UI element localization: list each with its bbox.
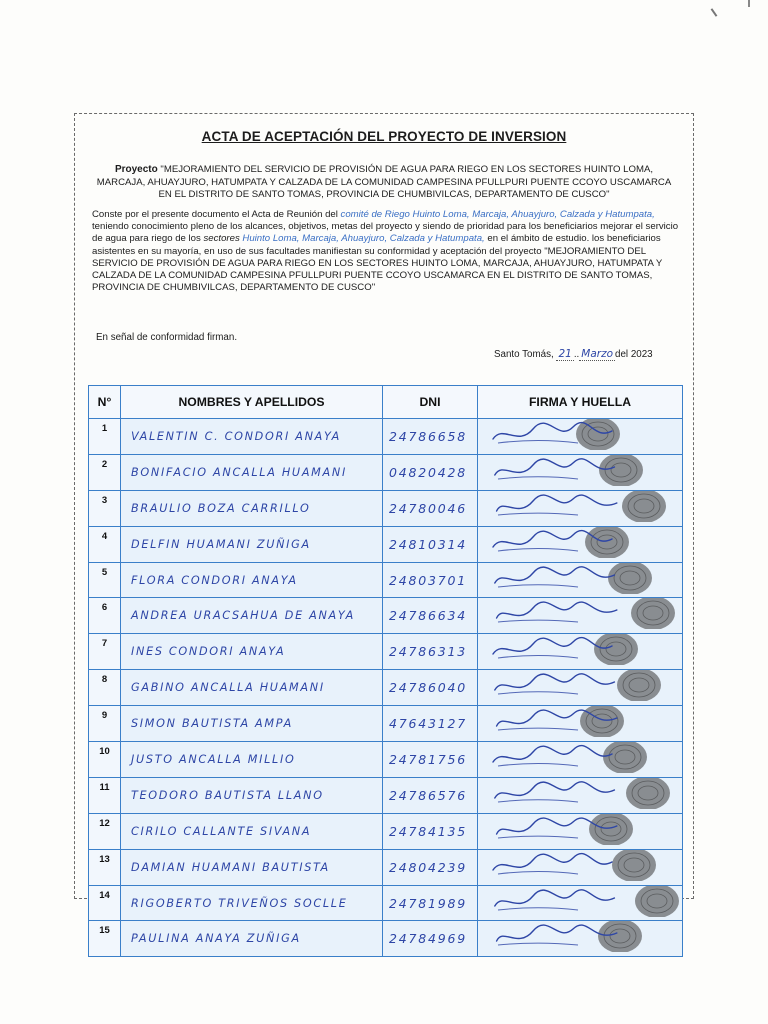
dni-number: 24780046 — [383, 490, 478, 526]
row-number: 5 — [89, 562, 121, 598]
fingerprint-mark — [599, 455, 643, 486]
fingerprint-mark — [576, 419, 620, 450]
signature-scribble — [495, 889, 615, 905]
row-number: 8 — [89, 670, 121, 706]
fingerprint-mark — [622, 491, 666, 522]
date-line: Santo Tomás, 21 .. Marzo del 2023 — [494, 348, 653, 360]
full-name: PAULINA ANAYA ZUÑIGA — [121, 921, 383, 957]
table-row — [89, 670, 683, 706]
table-row — [89, 598, 683, 634]
dni-number: 04820428 — [383, 454, 478, 490]
table-row — [89, 921, 683, 957]
row-number: 15 — [89, 921, 121, 957]
signature-scribble — [493, 853, 612, 869]
signature-fingerprint-graphic — [478, 419, 683, 450]
signature-cell — [478, 742, 683, 778]
table-row — [89, 742, 683, 778]
signature-cell — [478, 598, 683, 634]
signature-cell — [478, 670, 683, 706]
full-name: FLORA CONDORI ANAYA — [121, 562, 383, 598]
signature-cell — [478, 777, 683, 813]
signature-fingerprint-graphic — [478, 850, 683, 881]
signature-scribble — [493, 746, 612, 762]
fingerprint-mark — [608, 563, 652, 594]
sectors-list: Huinto Loma, Marcaja, Ahuayjuro, Calzada y Hatumpata, — [239, 233, 485, 245]
header-dni: DNI — [383, 386, 478, 419]
dni-number: 24810314 — [383, 526, 478, 562]
table-row — [89, 813, 683, 849]
full-name: DAMIAN HUAMANI BAUTISTA — [121, 849, 383, 885]
fingerprint-mark — [594, 634, 638, 665]
full-name: DELFIN HUAMANI ZUÑIGA — [121, 526, 383, 562]
fingerprint-mark — [612, 850, 656, 881]
project-text: "MEJORAMIENTO DEL SERVICIO DE PROVISIÓN DE AGUA PARA RIEGO EN LOS SECTORES HUINTO LOMA, MARCAJA, AHUAYJURO, HATUMPATA Y CALZADA DE LA COMUNIDAD CAMPESINA PFULLPURI PUENTE CCOYO USCAMARCA EN EL DISTRITO DE SANTO TOMAS, PROVINCIA DE CHUMBIVILCAS, DEPARTAMENTO DE CUSCO" — [96, 164, 672, 200]
full-name: SIMON BAUTISTA AMPA — [121, 706, 383, 742]
signature-scribble — [493, 638, 612, 654]
dni-number: 24786658 — [383, 419, 478, 455]
fingerprint-mark — [603, 742, 647, 773]
fingerprint-mark — [585, 527, 629, 558]
signature-scribble — [497, 495, 617, 511]
row-number: 3 — [89, 490, 121, 526]
full-name: VALENTIN C. CONDORI ANAYA — [121, 419, 383, 455]
signature-fingerprint-graphic — [478, 634, 683, 665]
dni-number: 24804239 — [383, 849, 478, 885]
dni-number: 24786313 — [383, 634, 478, 670]
fingerprint-mark — [617, 670, 661, 701]
signature-cell — [478, 454, 683, 490]
row-number: 1 — [89, 419, 121, 455]
full-name: RIGOBERTO TRIVEÑOS SOCLLE — [121, 885, 383, 921]
signature-fingerprint-graphic — [478, 598, 683, 629]
table-row — [89, 454, 683, 490]
dni-number: 24781989 — [383, 885, 478, 921]
signature-fingerprint-graphic — [478, 527, 683, 558]
full-name: BRAULIO BOZA CARRILLO — [121, 490, 383, 526]
dni-number: 24803701 — [383, 562, 478, 598]
date-year: del 2023 — [615, 349, 653, 360]
signature-cell — [478, 490, 683, 526]
signature-fingerprint-graphic — [478, 778, 683, 809]
full-name: INES CONDORI ANAYA — [121, 634, 383, 670]
date-month: Marzo — [581, 348, 614, 360]
signature-scribble — [495, 459, 615, 475]
fingerprint-mark — [580, 706, 624, 737]
table-row — [89, 885, 683, 921]
signature-scribble — [497, 602, 617, 618]
fingerprint-mark — [598, 921, 642, 952]
dni-number: 24781756 — [383, 742, 478, 778]
conformity-statement: En señal de conformidad firman. — [96, 332, 238, 343]
full-name: JUSTO ANCALLA MILLIO — [121, 742, 383, 778]
signature-cell — [478, 885, 683, 921]
dni-number: 24786634 — [383, 598, 478, 634]
signature-scribble — [495, 674, 615, 690]
dni-number: 24784135 — [383, 813, 478, 849]
row-number: 9 — [89, 706, 121, 742]
header-names: NOMBRES Y APELLIDOS — [121, 386, 383, 419]
document-title: ACTA DE ACEPTACIÓN DEL PROYECTO DE INVERSION — [201, 129, 567, 144]
full-name: GABINO ANCALLA HUAMANI — [121, 670, 383, 706]
signature-fingerprint-graphic — [478, 706, 683, 737]
project-label: Proyecto — [114, 164, 158, 175]
body-text-2: teniendo conocimiento pleno de los alcances, objetivos, metas del proyecto y siendo de prioridad para los beneficiarios mejorar el servicio de agua para riego de los — [92, 221, 679, 245]
table-row — [89, 777, 683, 813]
scan-speck — [711, 8, 718, 17]
signature-cell — [478, 849, 683, 885]
signature-fingerprint-graphic — [478, 921, 683, 952]
dni-number: 24786040 — [383, 670, 478, 706]
project-paragraph — [92, 164, 676, 202]
signature-cell — [478, 813, 683, 849]
body-paragraph — [92, 209, 680, 294]
table-row — [89, 562, 683, 598]
signature-cell — [478, 419, 683, 455]
row-number: 13 — [89, 849, 121, 885]
row-number: 12 — [89, 813, 121, 849]
table-row — [89, 526, 683, 562]
full-name: BONIFACIO ANCALLA HUAMANI — [121, 454, 383, 490]
row-number: 2 — [89, 454, 121, 490]
table-row — [89, 634, 683, 670]
row-number: 10 — [89, 742, 121, 778]
date-day: 21 — [558, 348, 572, 360]
signature-fingerprint-graphic — [478, 455, 683, 486]
sectores-word: sectores — [203, 233, 240, 245]
signature-fingerprint-graphic — [478, 886, 683, 917]
dni-number: 24786576 — [383, 777, 478, 813]
table-row — [89, 490, 683, 526]
signature-cell — [478, 706, 683, 742]
fingerprint-mark — [589, 814, 633, 845]
dni-number: 24784969 — [383, 921, 478, 957]
table-row — [89, 706, 683, 742]
full-name: CIRILO CALLANTE SIVANA — [121, 813, 383, 849]
attendance-table — [88, 385, 683, 957]
header-signature: FIRMA Y HUELLA — [478, 386, 683, 419]
fingerprint-mark — [631, 598, 675, 629]
fingerprint-mark — [626, 778, 670, 809]
row-number: 6 — [89, 598, 121, 634]
place-label: Santo Tomás, — [494, 349, 557, 360]
signature-fingerprint-graphic — [478, 491, 683, 522]
full-name: ANDREA URACSAHUA DE ANAYA — [121, 598, 383, 634]
body-text-1: Conste por el presente documento el Acta de Reunión del — [92, 209, 341, 220]
full-name: TEODORO BAUTISTA LLANO — [121, 777, 383, 813]
fingerprint-mark — [635, 886, 679, 917]
signature-scribble — [495, 566, 615, 582]
table-row — [89, 419, 683, 455]
signature-cell — [478, 634, 683, 670]
row-number: 7 — [89, 634, 121, 670]
row-number: 4 — [89, 526, 121, 562]
header-number: N° — [89, 386, 121, 419]
signature-fingerprint-graphic — [478, 742, 683, 773]
dni-number: 47643127 — [383, 706, 478, 742]
signature-fingerprint-graphic — [478, 563, 683, 594]
table-header-row — [89, 386, 683, 419]
scan-speck — [748, 0, 750, 7]
signature-cell — [478, 526, 683, 562]
row-number: 11 — [89, 777, 121, 813]
table-row — [89, 849, 683, 885]
row-number: 14 — [89, 885, 121, 921]
signature-fingerprint-graphic — [478, 670, 683, 701]
signature-fingerprint-graphic — [478, 814, 683, 845]
signature-cell — [478, 562, 683, 598]
committee-name: comité de Riego Huinto Loma, Marcaja, Ahuayjuro, Calzada y Hatumpata, — [340, 209, 655, 220]
signature-cell — [478, 921, 683, 957]
body-text-3: en el ámbito de estudio. los beneficiarios asistentes en su mayoría, en uso de sus facultades manifiestan su conformidad y aceptación del proyecto "MEJORAMIENTO DEL SERVICIO DE PROVISIÓN DE AGUA PARA RIEGO EN LOS SECTORES HUINTO LOMA, MARCAJA, AHUAYJURO, HATUMPATA Y CALZADA DE LA COMUNIDAD CAMPESINA PFULLPURI PUENTE CCOYO USCAMARCA EN EL DISTRITO DE SANTO TOMAS, PROVINCIA DE CHUMBIVILCAS, DEPARTAMENTO DE CUSCO" — [92, 233, 663, 294]
signature-scribble — [495, 782, 615, 798]
